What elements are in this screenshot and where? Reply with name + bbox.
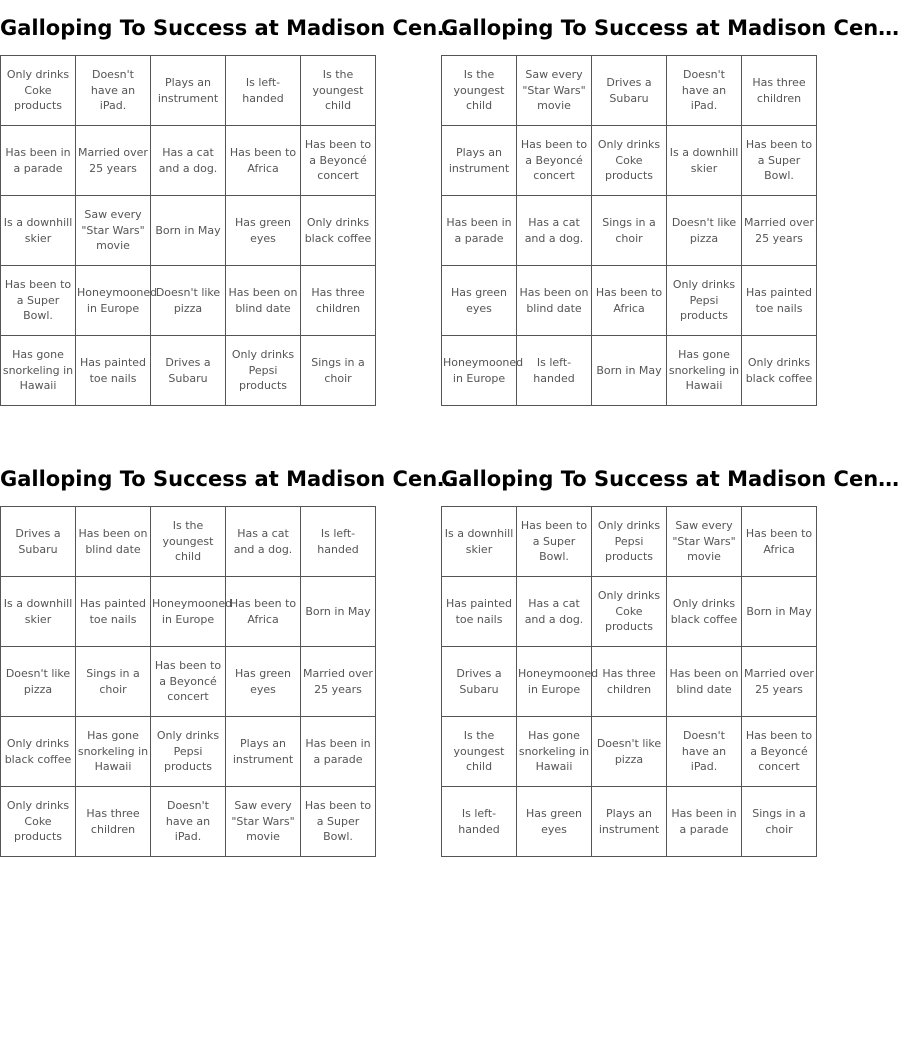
bingo-cell: Saw every "Star Wars" movie bbox=[667, 507, 742, 577]
bingo-cell: Is a downhill skier bbox=[1, 577, 76, 647]
grid-row bbox=[1, 577, 376, 647]
bingo-cell: Has painted toe nails bbox=[76, 336, 151, 406]
grid-row bbox=[1, 336, 376, 406]
bingo-cell: Only drinks Pepsi products bbox=[151, 717, 226, 787]
bingo-cell: Has gone snorkeling in Hawaii bbox=[517, 717, 592, 787]
bingo-cell: Plays an instrument bbox=[592, 787, 667, 857]
bingo-cell: Married over 25 years bbox=[742, 647, 817, 717]
bingo-cell: Drives a Subaru bbox=[1, 507, 76, 577]
bingo-cell: Is left-handed bbox=[226, 56, 301, 126]
bingo-cell: Drives a Subaru bbox=[442, 647, 517, 717]
bingo-cell: Doesn't have an iPad. bbox=[76, 56, 151, 126]
bingo-cell: Has been to a Beyoncé concert bbox=[301, 126, 376, 196]
bingo-cell: Has been to Africa bbox=[742, 507, 817, 577]
bingo-cell: Sings in a choir bbox=[76, 647, 151, 717]
bingo-cell: Honeymooned in Europe bbox=[151, 577, 226, 647]
bingo-cell: Saw every "Star Wars" movie bbox=[226, 787, 301, 857]
bingo-cell: Has been on blind date bbox=[667, 647, 742, 717]
bingo-cell: Has been on blind date bbox=[76, 507, 151, 577]
bingo-cell: Has been to a Beyoncé concert bbox=[742, 717, 817, 787]
bingo-cell: Is a downhill skier bbox=[667, 126, 742, 196]
bingo-cell: Has green eyes bbox=[226, 647, 301, 717]
card-title: Galloping To Success at Madison Cen… bbox=[0, 467, 459, 491]
bingo-cell: Has been to a Beyoncé concert bbox=[151, 647, 226, 717]
bingo-cell: Is the youngest child bbox=[151, 507, 226, 577]
bingo-cell: Has been on blind date bbox=[226, 266, 301, 336]
bingo-cell: Has gone snorkeling in Hawaii bbox=[667, 336, 742, 406]
bingo-cell: Drives a Subaru bbox=[592, 56, 667, 126]
bingo-cell: Married over 25 years bbox=[76, 126, 151, 196]
bingo-cell: Is a downhill skier bbox=[442, 507, 517, 577]
bingo-cell: Has been in a parade bbox=[442, 196, 517, 266]
grid-row bbox=[1, 787, 376, 857]
bingo-cell: Has green eyes bbox=[442, 266, 517, 336]
bingo-cell: Doesn't like pizza bbox=[151, 266, 226, 336]
bingo-card-2 bbox=[441, 13, 899, 393]
bingo-cell: Only drinks black coffee bbox=[1, 717, 76, 787]
bingo-cell: Has been in a parade bbox=[1, 126, 76, 196]
grid-row bbox=[442, 126, 817, 196]
bingo-cell: Saw every "Star Wars" movie bbox=[517, 56, 592, 126]
bingo-grid bbox=[0, 55, 376, 406]
bingo-cell: Only drinks black coffee bbox=[301, 196, 376, 266]
bingo-cell: Is the youngest child bbox=[301, 56, 376, 126]
bingo-cell: Has green eyes bbox=[517, 787, 592, 857]
bingo-cell: Has been to Africa bbox=[226, 577, 301, 647]
bingo-cell: Has been to a Super Bowl. bbox=[1, 266, 76, 336]
grid-row bbox=[442, 266, 817, 336]
bingo-cell: Drives a Subaru bbox=[151, 336, 226, 406]
bingo-cell: Married over 25 years bbox=[301, 647, 376, 717]
bingo-cell: Honeymooned in Europe bbox=[517, 647, 592, 717]
bingo-cell: Is the youngest child bbox=[442, 717, 517, 787]
bingo-cell: Has a cat and a dog. bbox=[226, 507, 301, 577]
bingo-cell: Honeymooned in Europe bbox=[76, 266, 151, 336]
bingo-cell: Plays an instrument bbox=[226, 717, 301, 787]
bingo-cell: Sings in a choir bbox=[742, 787, 817, 857]
card-title: Galloping To Success at Madison Cen… bbox=[0, 16, 459, 40]
card-title: Galloping To Success at Madison Cen… bbox=[441, 16, 899, 40]
bingo-cell: Doesn't like pizza bbox=[592, 717, 667, 787]
bingo-cell: Is a downhill skier bbox=[1, 196, 76, 266]
bingo-cell: Only drinks black coffee bbox=[742, 336, 817, 406]
bingo-cell: Doesn't have an iPad. bbox=[667, 56, 742, 126]
grid-row bbox=[442, 787, 817, 857]
bingo-cell: Only drinks black coffee bbox=[667, 577, 742, 647]
bingo-cell: Has three children bbox=[742, 56, 817, 126]
bingo-cell: Has painted toe nails bbox=[742, 266, 817, 336]
bingo-cell: Has green eyes bbox=[226, 196, 301, 266]
grid-row bbox=[442, 336, 817, 406]
bingo-cell: Has three children bbox=[76, 787, 151, 857]
grid-row bbox=[1, 507, 376, 577]
grid-row bbox=[442, 577, 817, 647]
bingo-cell: Doesn't have an iPad. bbox=[151, 787, 226, 857]
bingo-cell: Has been in a parade bbox=[301, 717, 376, 787]
bingo-cell: Only drinks Pepsi products bbox=[226, 336, 301, 406]
bingo-cell: Has gone snorkeling in Hawaii bbox=[76, 717, 151, 787]
grid-row bbox=[442, 56, 817, 126]
bingo-cell: Has painted toe nails bbox=[442, 577, 517, 647]
bingo-cell: Only drinks Coke products bbox=[1, 787, 76, 857]
bingo-cell: Born in May bbox=[742, 577, 817, 647]
bingo-grid bbox=[441, 55, 817, 406]
grid-row bbox=[1, 56, 376, 126]
bingo-cell: Honeymooned in Europe bbox=[442, 336, 517, 406]
bingo-cell: Has been to a Super Bowl. bbox=[517, 507, 592, 577]
grid-row bbox=[442, 717, 817, 787]
bingo-cell: Has been to a Super Bowl. bbox=[742, 126, 817, 196]
bingo-cell: Plays an instrument bbox=[442, 126, 517, 196]
bingo-cell: Is left-handed bbox=[517, 336, 592, 406]
grid-row bbox=[1, 126, 376, 196]
bingo-cell: Saw every "Star Wars" movie bbox=[76, 196, 151, 266]
grid-row bbox=[1, 266, 376, 336]
bingo-cell: Only drinks Coke products bbox=[592, 577, 667, 647]
bingo-cell: Has a cat and a dog. bbox=[151, 126, 226, 196]
bingo-grid bbox=[0, 506, 376, 857]
bingo-cell: Has been in a parade bbox=[667, 787, 742, 857]
bingo-cell: Only drinks Pepsi products bbox=[667, 266, 742, 336]
bingo-cell: Plays an instrument bbox=[151, 56, 226, 126]
bingo-cell: Only drinks Pepsi products bbox=[592, 507, 667, 577]
bingo-cell: Has a cat and a dog. bbox=[517, 196, 592, 266]
grid-row bbox=[442, 647, 817, 717]
bingo-cell: Married over 25 years bbox=[742, 196, 817, 266]
bingo-cell: Has a cat and a dog. bbox=[517, 577, 592, 647]
bingo-cell: Doesn't like pizza bbox=[667, 196, 742, 266]
bingo-cell: Born in May bbox=[592, 336, 667, 406]
bingo-cell: Has been to a Beyoncé concert bbox=[517, 126, 592, 196]
bingo-cell: Born in May bbox=[301, 577, 376, 647]
bingo-cell: Has been to Africa bbox=[226, 126, 301, 196]
grid-row bbox=[442, 507, 817, 577]
bingo-card-1 bbox=[0, 13, 459, 393]
grid-row bbox=[1, 196, 376, 266]
grid-row bbox=[442, 196, 817, 266]
grid-row bbox=[1, 717, 376, 787]
grid-row bbox=[1, 647, 376, 717]
bingo-cell: Only drinks Coke products bbox=[592, 126, 667, 196]
bingo-cell: Sings in a choir bbox=[592, 196, 667, 266]
bingo-grid bbox=[441, 506, 817, 857]
bingo-cell: Is left-handed bbox=[442, 787, 517, 857]
bingo-cell: Born in May bbox=[151, 196, 226, 266]
bingo-cell: Only drinks Coke products bbox=[1, 56, 76, 126]
bingo-cell: Is the youngest child bbox=[442, 56, 517, 126]
bingo-cell: Has been to Africa bbox=[592, 266, 667, 336]
bingo-cell: Doesn't have an iPad. bbox=[667, 717, 742, 787]
bingo-cell: Has gone snorkeling in Hawaii bbox=[1, 336, 76, 406]
card-title: Galloping To Success at Madison Cen… bbox=[441, 467, 899, 491]
bingo-cell: Has been to a Super Bowl. bbox=[301, 787, 376, 857]
bingo-card-3 bbox=[0, 464, 459, 844]
bingo-cell: Sings in a choir bbox=[301, 336, 376, 406]
bingo-cell: Has three children bbox=[592, 647, 667, 717]
bingo-cell: Doesn't like pizza bbox=[1, 647, 76, 717]
bingo-cell: Has three children bbox=[301, 266, 376, 336]
bingo-cell: Has painted toe nails bbox=[76, 577, 151, 647]
bingo-cell: Is left-handed bbox=[301, 507, 376, 577]
bingo-card-4 bbox=[441, 464, 899, 836]
bingo-cell: Has been on blind date bbox=[517, 266, 592, 336]
